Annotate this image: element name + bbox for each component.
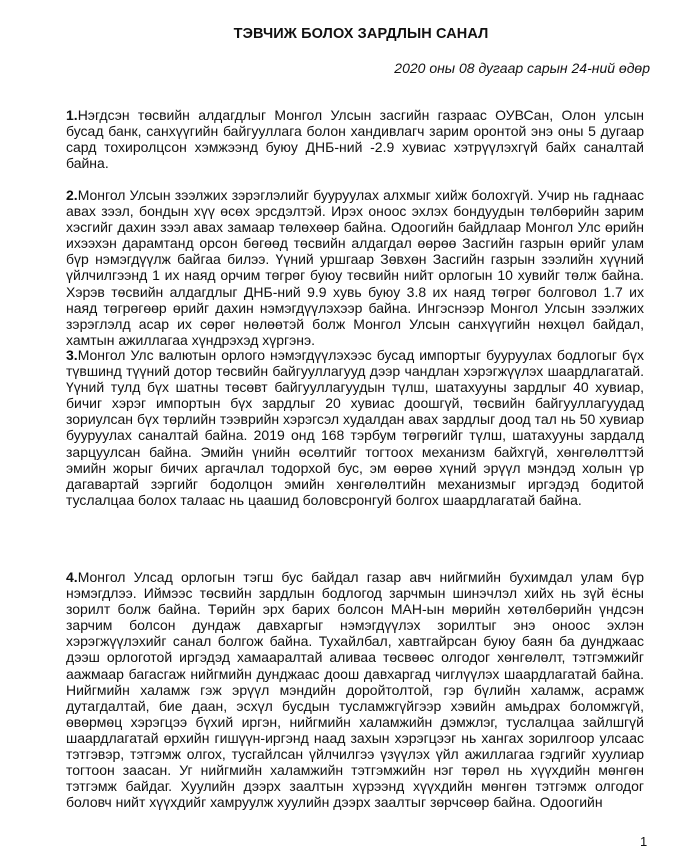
paragraph-number: 2. [66,187,78,203]
paragraph-4 [66,569,644,810]
paragraph-number: 3. [66,347,78,363]
paragraph-3 [66,347,644,508]
paragraph-text: Нэгдсэн төсвийн алдагдлыг Монгол Улсын засгийн газраас ОУВСан, Олон улсын бусад банк, санхүүгийн байгууллага болон хандивлагч зарим оронтой энэ оны 5 дугаар сард тохиролцсон хэмжээнд буюу ДНБ-ний -2.9 хувиас хэтрүүлэхгүй байх саналтай байна. [66,107,644,172]
paragraph-number: 4. [66,569,78,585]
paragraph-2 [66,187,644,348]
paragraph-1 [66,107,644,171]
paragraph-text: Монгол Улс валютын орлого нэмэгдүүлэхээс бусад импортыг бууруулах бодлогыг бүх түвшинд түүний дотор төсвийн байгууллагууд дээр чандлан хэрэгжүүлэх шаардлагатай. Үүний тулд бүх шатны төсөвт байгууллагуудын түлш, шатахууны зардлыг 40 хувиар, бичиг хэрэг импортын бүх зардлыг 20 хувиас доошгүй, төсвийн байгууллагуудад зориулсан бүх төрлийн тээврийн хэрэгсэл худалдан авах зардлыг доод тал нь 50 хувиар бууруулах саналтай байна. 2019 онд 168 тэрбум төгрөгийг түлш, шатахууны зардалд зарцуулсан байна. Эмийн үнийн өсөлтийг тогтоох механизм байхгүй, хөнгөлөлттэй эмийн жорыг бичих аргачлал тодорхой бус, эм өөрөө хүний эрүүл мэндэд холын үр дагавартай зэргийг бодолцон эмийн хөнгөлөлтийн механизмыг иргэдэд бодитой туслалцаа болох талаас нь цаашид боловсронгуй болгох шаардлагатай байна. [66,347,644,508]
document-date: 2020 оны 08 дугаар сарын 24-ний өдөр [394,60,650,76]
page-number: 1 [640,834,648,849]
document-title: ТЭВЧИЖ БОЛОХ ЗАРДЛЫН САНАЛ [233,26,489,42]
paragraph-number: 1. [66,107,78,123]
paragraph-text: Монгол Улсын зээлжих зэрэглэлийг бууруулах алхмыг хийж болохгүй. Учир нь гаднаас авах зээл, бондын хүү өсөх эрсдэлтэй. Ирэх оноос эхлэх бондуудын төлбөрийн зарим хэсгийг дахин зээл авах замаар төлөхөөр байна. Одоогийн байдлаар Монгол Улс өрийн ихээхэн дарамтанд орсон бөгөөд төсвийн алдагдал өөрөө Засгийн газрын өрийг улам бүр нэмэгдүүлж байгаа билээ. Үүний уршгаар Зөвхөн Засгийн газрын зээлийн хүүний үйлчилгээнд 1 их наяд орчим төгрөг буюу төсвийн нийт орлогын 10 хувийг төлж байна. Хэрэв төсвийн алдагдлыг ДНБ-ний 9.9 хувь буюу 3.8 их наяд төгрөг болговол 1.7 их наяд төгрөгөөр өрийг дахин нэмэгдүүлэхээр байна. Ингэснээр Монгол Улсын зээлжих зэрэглэлд асар их сөрөг нөлөөтэй болж Монгол Улсын санхүүгийн нөхцөл байдал, хамтын ажиллагаа хүндрэхэд хүргэнэ. [66,187,644,348]
paragraph-text: Монгол Улсад орлогын тэгш бус байдал газар авч нийгмийн бухимдал улам бүр нэмэгдлээ. Иймээс төсвийн зардлын бодлогод зарчмын шинэчлэл хийх нь зүй ёсны зорилт болж байна. Төрийн эрх барих болсон МАН-ын мөрийн хөтөлбөрийн үндсэн зарчим болсон дундаж давхаргыг нэмэгдүүлэх зорилтыг энэ оноос эхлэн хэрэгжүүлэхийг санал болгож байна. Тухайлбал, хавтгайрсан буюу баян ба дунджаас дээш орлоготой иргэдэд хамааралтай аливаа төсвөөс олгодог хөнгөлөлт, тэтгэмжийг аажмаар багасгаж нийгмийн дунджаас доош давхаргад чиглүүлэх шаардлагатай байна. Нийгмийн халамж гэж эрүүл мэндийн доройтолтой, гэр бүлийн халамж, асрамж дутагдалтай, бие даан, эсхүл бусдын тусламжгүйгээр хэвийн амьдрах боломжгүй, өвөрмөц хэрэгцээ бүхий иргэн, нийгмийн халамжийн дэмжлэг, туслалцаа зайлшгүй шаардлагатай өрхийн гишүүн-иргэнд наад захын хэрэгцээг нь хангах зорилгоор улсаас тэтгэвэр, тэтгэмж олгох, тусгайлсан үйлчилгээ үзүүлэх үйл ажиллагаа гэдгийг хуулиар тогтоон заасан. Уг нийгмийн халамжийн тэтгэмжийн нэг төрөл нь хүүхдийн мөнгөн тэтгэмж байдаг. Хуулийн дээрх заалтын хүрээнд хүүхдийн мөнгөн тэтгэмж олгодог боловч нийт хүүхдийг хамруулж хуулийн дээрх заалтыг зөрчсөөр байна. Одоогийн [66,569,644,811]
